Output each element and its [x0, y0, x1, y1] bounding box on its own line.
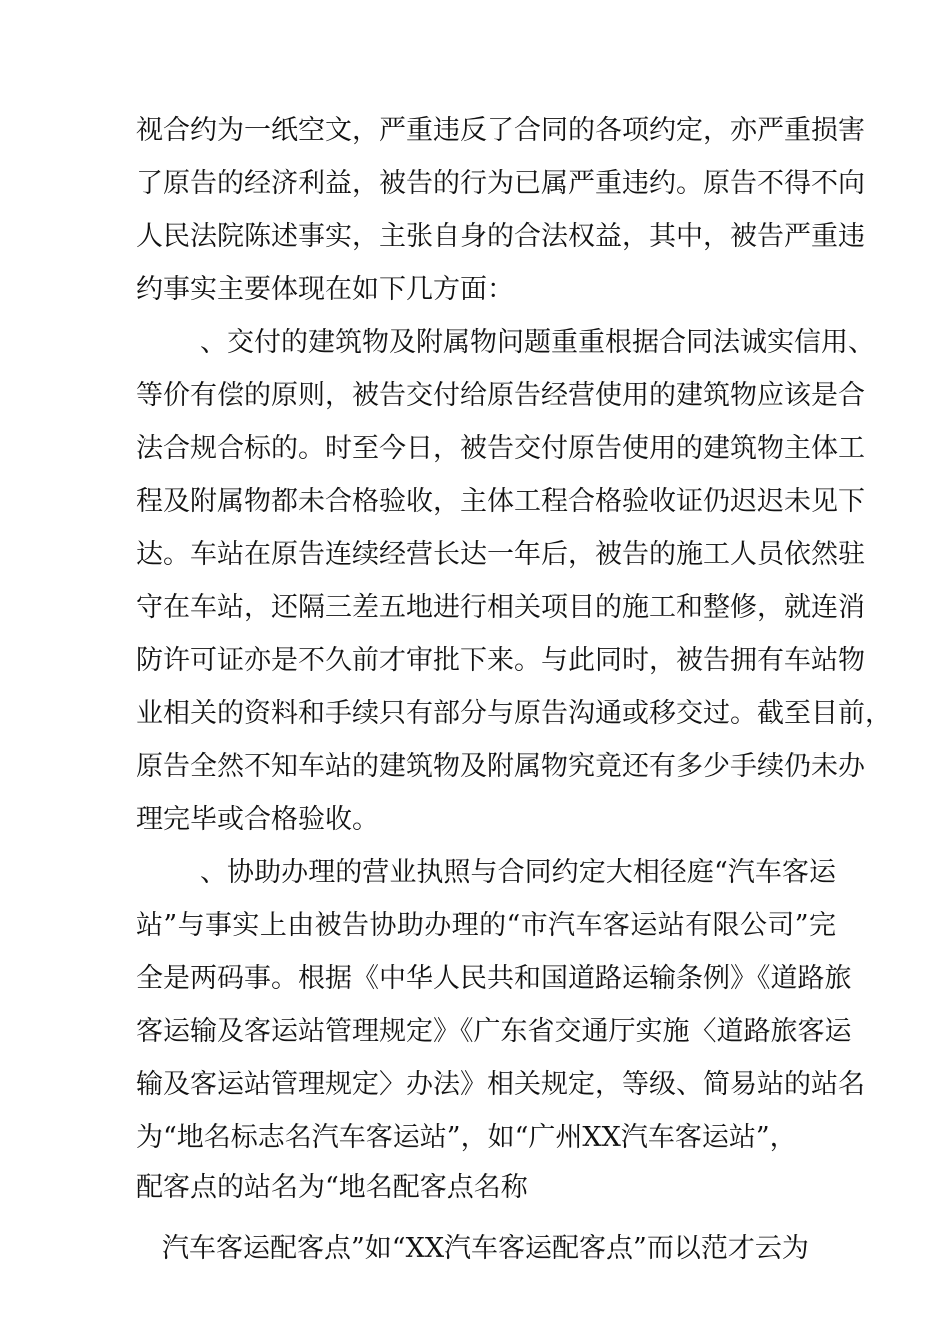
text-line: 达。车站在原告连续经营长达一年后，被告的施工人员依然驻: [136, 539, 865, 570]
text-line: 站”与事实上由被告协助办理的“市汽车客运站有限公司”完: [136, 910, 836, 941]
text-line: 为“地名标志名汽车客运站”，如“广州XX汽车客运站”，: [136, 1122, 797, 1153]
text-line: 业相关的资料和手续只有部分与原告沟通或移交过。截至目前，: [136, 698, 892, 729]
text-line: 输及客运站管理规定〉办法》相关规定，等级、简易站的站名: [136, 1069, 865, 1100]
text-line: 全是两码事。根据《中华人民共和国道路运输条例》《道路旅: [136, 963, 852, 994]
text-line: 理完毕或合格验收。: [136, 804, 379, 835]
text-line: 等价有偿的原则，被告交付给原告经营使用的建筑物应该是合: [136, 380, 865, 411]
text-line: 客运输及客运站管理规定》《广东省交通厅实施〈道路旅客运: [136, 1016, 852, 1047]
text-line: 人民法院陈述事实，主张自身的合法权益，其中，被告严重违: [136, 221, 865, 252]
text-line: 视合约为一纸空文，严重违反了合同的各项约定，亦严重损害: [136, 115, 865, 146]
text-line: 、协助办理的营业执照与合同约定大相径庭“汽车客运: [200, 857, 836, 888]
text-line: 法合规合标的。时至今日，被告交付原告使用的建筑物主体工: [136, 433, 865, 464]
text-line: 程及附属物都未合格验收，主体工程合格验收证仍迟迟未见下: [136, 486, 865, 517]
text-line: 防许可证亦是不久前才审批下来。与此同时，被告拥有车站物: [136, 645, 865, 676]
text-line: 约事实主要体现在如下几方面：: [136, 274, 514, 305]
text-line: 汽车客运配客点”如“XX汽车客运配客点”而以范才云为: [162, 1233, 809, 1264]
text-line: 了原告的经济利益，被告的行为已属严重违约。原告不得不向: [136, 168, 865, 199]
text-line: 配客点的站名为“地名配客点名称: [136, 1172, 528, 1203]
text-line: 、交付的建筑物及附属物问题重重根据合同法诚实信用、: [200, 327, 875, 358]
text-line: 守在车站，还隔三差五地进行相关项目的施工和整修，就连消: [136, 592, 865, 623]
text-line: 原告全然不知车站的建筑物及附属物究竟还有多少手续仍未办: [136, 751, 865, 782]
